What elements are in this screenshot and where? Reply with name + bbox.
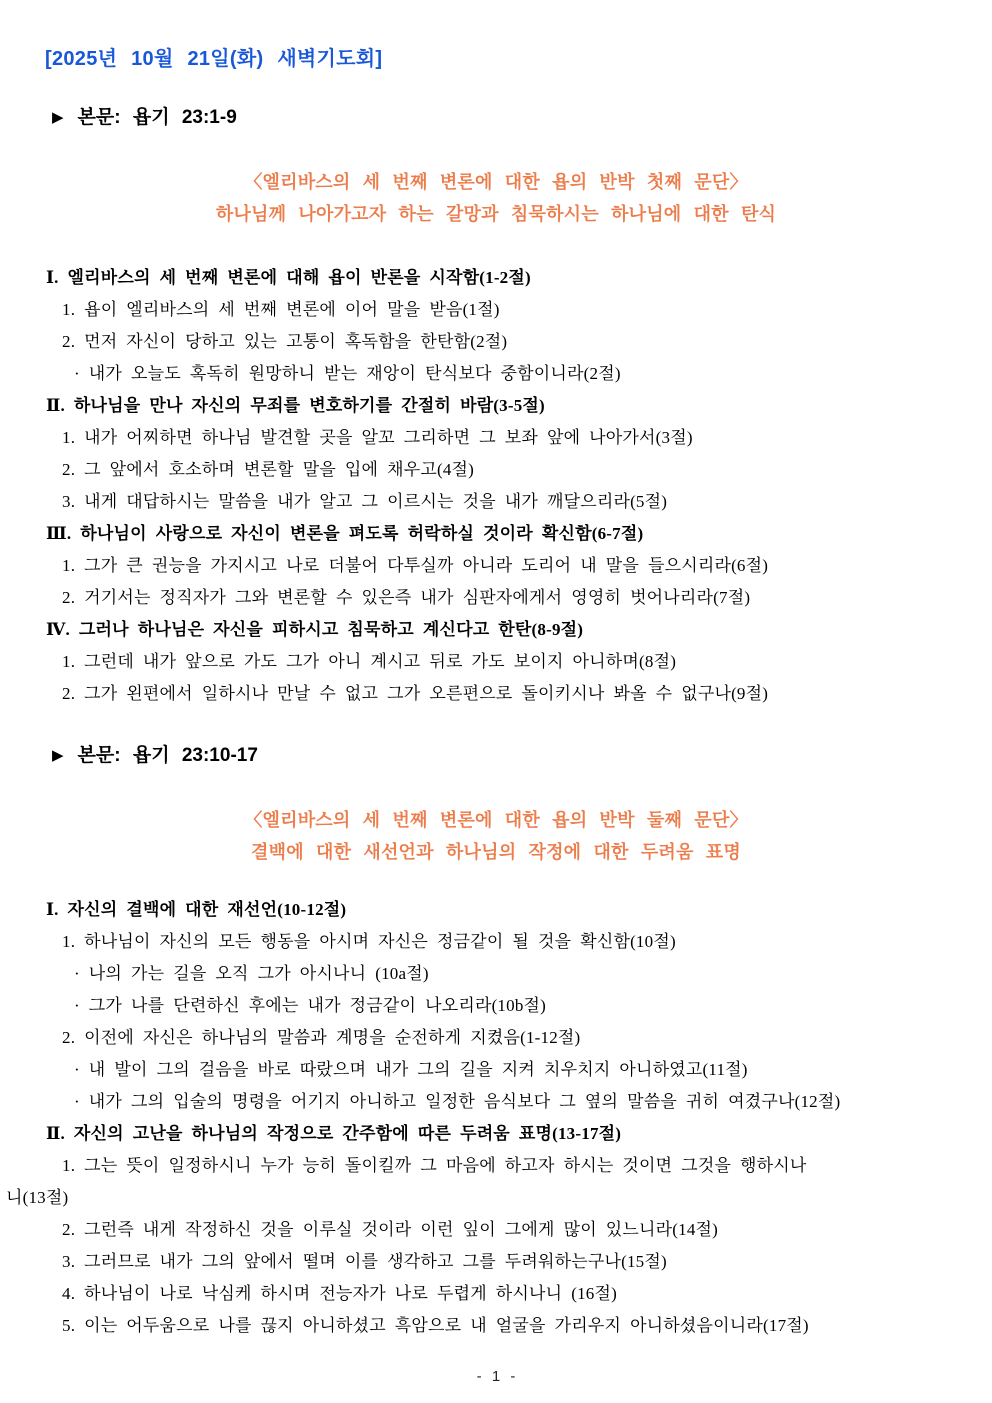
outline-item: 1. 하나님이 자신의 모든 행동을 아시며 자신은 정금같이 될 것을 확신함(10절) <box>62 932 676 951</box>
outline-item: 2. 그가 왼편에서 일하시나 만날 수 없고 그가 오른편으로 돌이키시나 봐올 수 없구나(9절) <box>62 684 769 703</box>
document-title: [2025년 10월 21일(화) 새벽기도회] <box>45 48 383 70</box>
outline-item: 4. 하나님이 나로 낙심케 하시며 전능자가 나로 두렵게 하시나니 (16절) <box>62 1284 617 1303</box>
subtitle-2-line-1: 〈엘리바스의 세 번째 변론에 대한 욥의 반박 둘째 문단〉 <box>244 810 748 830</box>
outline-bullet: · 그가 나를 단련하신 후에는 내가 정금같이 나오리라(10b절) <box>74 996 547 1015</box>
passage-label-2: 본문: 욥기 23:10-17 <box>77 745 258 766</box>
outline-list-2 <box>0 894 992 1342</box>
outline-heading: Ⅰ. 자신의 결백에 대한 재선언(10-12절) <box>46 900 347 919</box>
outline-item: 1. 내가 어찌하면 하나님 발견할 곳을 알꼬 그리하면 그 보좌 앞에 나아가서(3절) <box>62 428 693 447</box>
outline-bullet: · 나의 가는 길을 오직 그가 아시나니 (10a절) <box>74 964 429 983</box>
outline-item: 2. 이전에 자신은 하나님의 말씀과 계명을 순전하게 지켰음(1-12절) <box>62 1028 581 1047</box>
outline-continuation: 니(13절) <box>6 1188 69 1207</box>
outline-item: 1. 욥이 엘리바스의 세 번째 변론에 이어 말을 받음(1절) <box>62 300 500 319</box>
outline-item: 5. 이는 어두움으로 나를 끊지 아니하셨고 흑암으로 내 얼굴을 가리우지 아니하셨음이니라(17절) <box>62 1316 809 1335</box>
outline-heading: Ⅱ. 자신의 고난을 하나님의 작정으로 간주함에 따른 두려움 표명(13-17절) <box>46 1124 622 1143</box>
section-subtitle-2 <box>0 804 992 868</box>
outline-bullet: · 내가 그의 입술의 명령을 어기지 아니하고 일정한 음식보다 그 옆의 말씀을 귀히 여겼구나(12절) <box>74 1092 841 1111</box>
outline-item: 1. 그런데 내가 앞으로 가도 그가 아니 계시고 뒤로 가도 보이지 아니하며(8절) <box>62 652 677 671</box>
outline-heading: Ⅱ. 하나님을 만나 자신의 무죄를 변호하기를 간절히 바람(3-5절) <box>46 396 545 415</box>
outline-item: 3. 그러므로 내가 그의 앞에서 떨며 이를 생각하고 그를 두려워하는구나(15절) <box>62 1252 667 1271</box>
outline-item: 2. 먼저 자신이 당하고 있는 고통이 혹독함을 한탄함(2절) <box>62 332 508 351</box>
outline-bullet: · 내 발이 그의 걸음을 바로 따랐으며 내가 그의 길을 지켜 치우치지 아니하였고(11절) <box>74 1060 748 1079</box>
passage-heading-1 <box>52 106 237 130</box>
page-number: - 1 - <box>476 1368 516 1385</box>
passage-heading-2 <box>52 744 258 768</box>
outline-item: 1. 그가 큰 권능을 가지시고 나로 더불어 다투실까 아니라 도리어 내 말을 들으시리라(6절) <box>62 556 769 575</box>
subtitle-1-line-1: 〈엘리바스의 세 번째 변론에 대한 욥의 반박 첫째 문단〉 <box>244 172 748 192</box>
outline-list-1 <box>0 262 992 710</box>
outline-heading: Ⅳ. 그러나 하나님은 자신을 피하시고 침묵하고 계신다고 한탄(8-9절) <box>46 620 584 639</box>
passage-label-1: 본문: 욥기 23:1-9 <box>77 107 237 128</box>
outline-item: 1. 그는 뜻이 일정하시니 누가 능히 돌이킬까 그 마음에 하고자 하시는 것이면 그것을 행하시나 <box>62 1156 807 1175</box>
outline-heading: Ⅰ. 엘리바스의 세 번째 변론에 대해 욥이 반론을 시작함(1-2절) <box>46 268 531 287</box>
outline-bullet: · 내가 오늘도 혹독히 원망하니 받는 재앙이 탄식보다 중함이니라(2절) <box>74 364 621 383</box>
outline-item: 2. 그런즉 내게 작정하신 것을 이루실 것이라 이런 잎이 그에게 많이 있느니라(14절) <box>62 1220 719 1239</box>
triangle-bullet-icon: ▶ <box>52 109 64 126</box>
outline-item: 2. 그 앞에서 호소하며 변론할 말을 입에 채우고(4절) <box>62 460 475 479</box>
outline-item: 3. 내게 대답하시는 말씀을 내가 알고 그 이르시는 것을 내가 깨달으리라(5절) <box>62 492 668 511</box>
outline-item: 2. 거기서는 정직자가 그와 변론할 수 있은즉 내가 심판자에게서 영영히 벗어나리라(7절) <box>62 588 751 607</box>
subtitle-1-line-2: 하나님께 나아가고자 하는 갈망과 침묵하시는 하나님에 대한 탄식 <box>215 204 777 224</box>
section-subtitle-1 <box>0 166 992 230</box>
subtitle-2-line-2: 결백에 대한 새선언과 하나님의 작정에 대한 두려움 표명 <box>251 842 741 862</box>
triangle-bullet-icon: ▶ <box>52 747 64 764</box>
outline-heading: Ⅲ. 하나님이 사랑으로 자신이 변론을 펴도록 허락하실 것이라 확신함(6-7절) <box>46 524 644 543</box>
